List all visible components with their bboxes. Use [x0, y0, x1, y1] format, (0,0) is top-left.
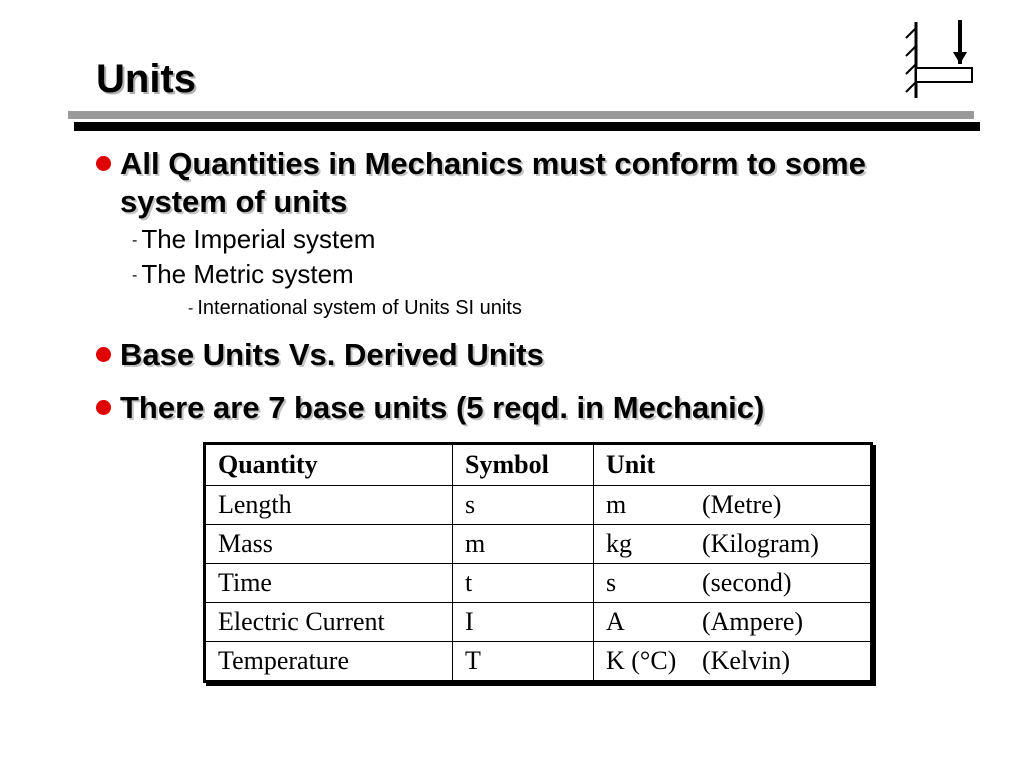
header-quantity: Quantity	[205, 444, 453, 486]
unit-name: (Metre)	[702, 490, 782, 519]
bullet-dot	[96, 400, 111, 415]
table-row	[205, 525, 872, 564]
sub-item-text: The Metric system	[141, 259, 354, 289]
subsub-item	[188, 296, 522, 321]
sub-dash: -	[132, 232, 138, 250]
title-rule	[74, 122, 980, 131]
bullet-text: Base Units Vs. Derived Units	[120, 337, 544, 372]
cell-quantity: Time	[205, 564, 453, 603]
bullet-dot	[96, 156, 111, 171]
cell-unit	[594, 603, 872, 642]
unit-symbol: K (°C)	[606, 646, 677, 675]
bullet-item	[96, 389, 996, 427]
table-row	[205, 642, 872, 682]
cell-symbol: t	[453, 564, 594, 603]
sub-item	[132, 224, 375, 256]
bullet-text: All Quantities in Mechanics must conform to some system of units	[120, 146, 866, 219]
cell-unit	[594, 564, 872, 603]
header-symbol: Symbol	[453, 444, 594, 486]
cell-symbol: m	[453, 525, 594, 564]
cell-quantity: Temperature	[205, 642, 453, 682]
unit-name: (Kilogram)	[702, 529, 819, 558]
table-row	[205, 486, 872, 525]
unit-symbol: kg	[606, 529, 632, 558]
cell-unit	[594, 486, 872, 525]
sub-item-text: The Imperial system	[141, 224, 376, 254]
subsub-item-text: International system of Units SI units	[197, 297, 522, 319]
bullet-text: There are 7 base units (5 reqd. in Mechanic)	[120, 390, 765, 425]
unit-name: (Kelvin)	[702, 646, 791, 675]
table-row	[205, 564, 872, 603]
sub-item	[132, 259, 354, 291]
header-unit: Unit	[594, 444, 872, 486]
unit-symbol: s	[606, 568, 617, 597]
title-rule-shadow	[68, 111, 974, 119]
unit-name: (Ampere)	[702, 607, 804, 636]
slide-title: Units	[96, 57, 196, 101]
table-row	[205, 603, 872, 642]
subsub-dash: -	[188, 299, 194, 317]
base-units-table	[203, 442, 873, 683]
unit-name: (second)	[702, 568, 792, 597]
cell-symbol: T	[453, 642, 594, 682]
sub-dash: -	[132, 267, 138, 285]
bullet-item	[96, 336, 976, 374]
unit-symbol: m	[606, 490, 627, 519]
cell-unit	[594, 525, 872, 564]
cell-unit	[594, 642, 872, 682]
table-header-row	[205, 444, 872, 486]
bullet-item	[96, 145, 976, 221]
cell-quantity: Length	[205, 486, 453, 525]
cell-quantity: Mass	[205, 525, 453, 564]
cell-symbol: s	[453, 486, 594, 525]
unit-symbol: A	[606, 607, 625, 636]
cell-symbol: I	[453, 603, 594, 642]
support-structure-icon	[896, 18, 978, 100]
cell-quantity: Electric Current	[205, 603, 453, 642]
bullet-dot	[96, 347, 111, 362]
